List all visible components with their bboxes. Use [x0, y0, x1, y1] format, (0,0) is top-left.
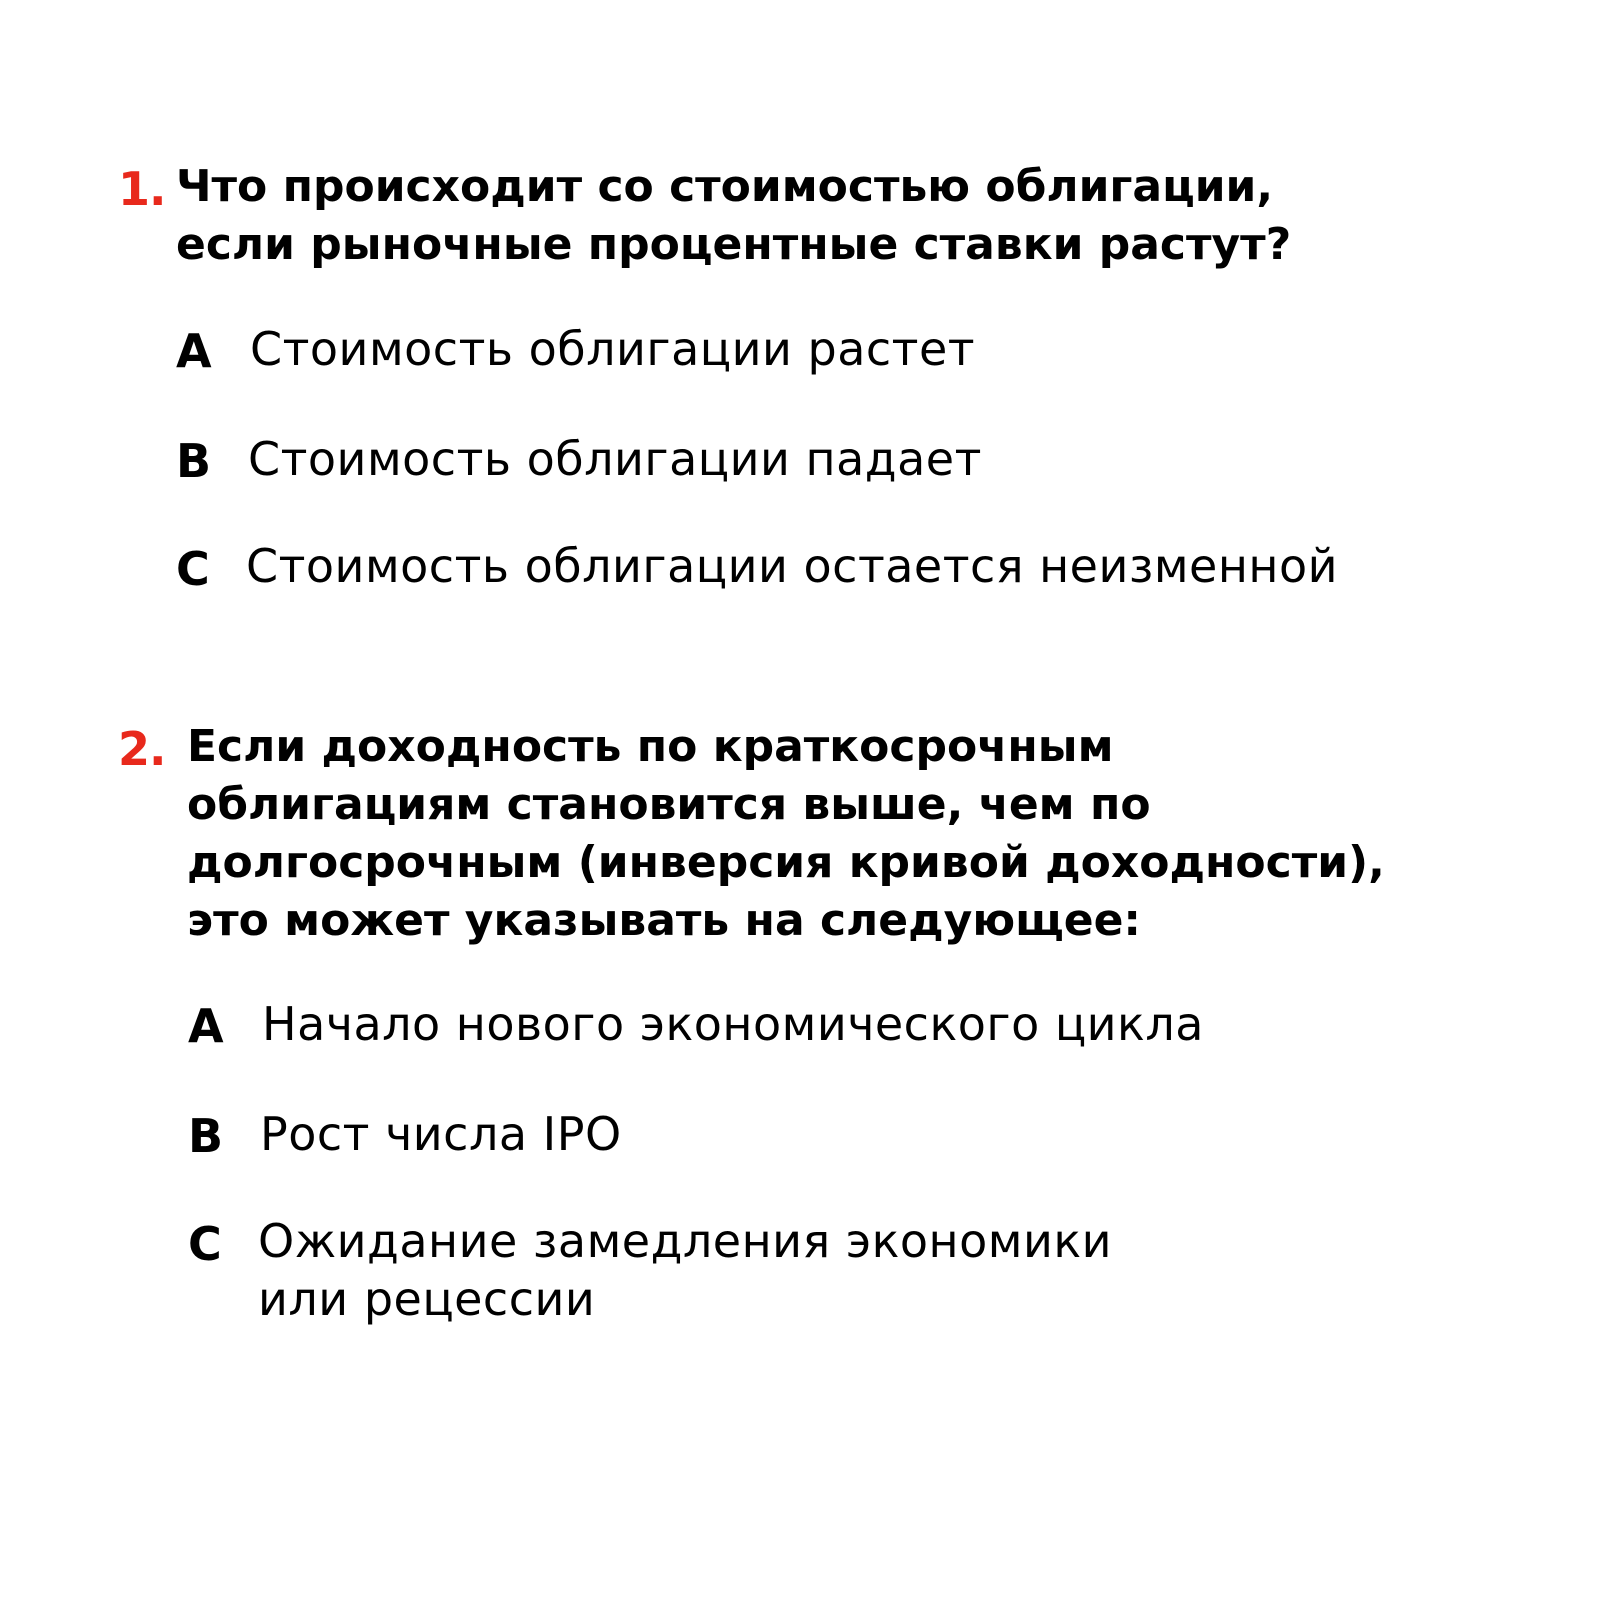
question-1-option-c-letter: C — [176, 542, 210, 596]
question-1-option-b[interactable] — [248, 430, 982, 488]
question-1-text — [176, 158, 1291, 274]
question-1-option-a-letter: A — [176, 324, 212, 378]
question-2-option-c-letter: C — [188, 1217, 222, 1271]
question-2-option-b-letter: B — [188, 1109, 224, 1163]
question-1-line-1: Что происходит со стоимостью облигации, — [176, 161, 1274, 212]
question-2-text — [187, 718, 1385, 950]
question-1-option-b-letter: B — [176, 434, 212, 488]
question-2-line-1: Если доходность по краткосрочным — [187, 721, 1114, 772]
question-1-option-a[interactable] — [250, 320, 975, 378]
question-2-option-a-letter: A — [188, 999, 224, 1053]
question-2-line-4: это может указывать на следующее: — [187, 895, 1142, 946]
question-1-option-c[interactable] — [246, 537, 1338, 595]
question-1-line-2: если рыночные процентные ставки растут? — [176, 219, 1292, 270]
question-2-line-2: облигациям становится выше, чем по — [187, 779, 1151, 830]
question-2-line-3: долгосрочным (инверсия кривой доходности), — [187, 837, 1385, 888]
question-2-option-a[interactable] — [262, 995, 1204, 1053]
question-1-option-a-text: Стоимость облигации растет — [250, 322, 976, 376]
question-2-option-b[interactable] — [260, 1105, 622, 1163]
question-2-option-a-text: Начало нового экономического цикла — [262, 997, 1204, 1051]
question-2-option-c[interactable] — [258, 1212, 1112, 1328]
question-2-option-b-text: Рост числа IPO — [260, 1107, 622, 1161]
question-1-number: 1. — [118, 162, 166, 216]
question-1-option-b-text: Стоимость облигации падает — [248, 432, 982, 486]
question-1-option-c-text: Стоимость облигации остается неизменной — [246, 539, 1339, 593]
question-2-option-c-text-line-2: или рецессии — [258, 1272, 596, 1326]
question-2-number: 2. — [118, 722, 166, 776]
question-2-option-c-text-line-1: Ожидание замедления экономики — [258, 1214, 1113, 1268]
